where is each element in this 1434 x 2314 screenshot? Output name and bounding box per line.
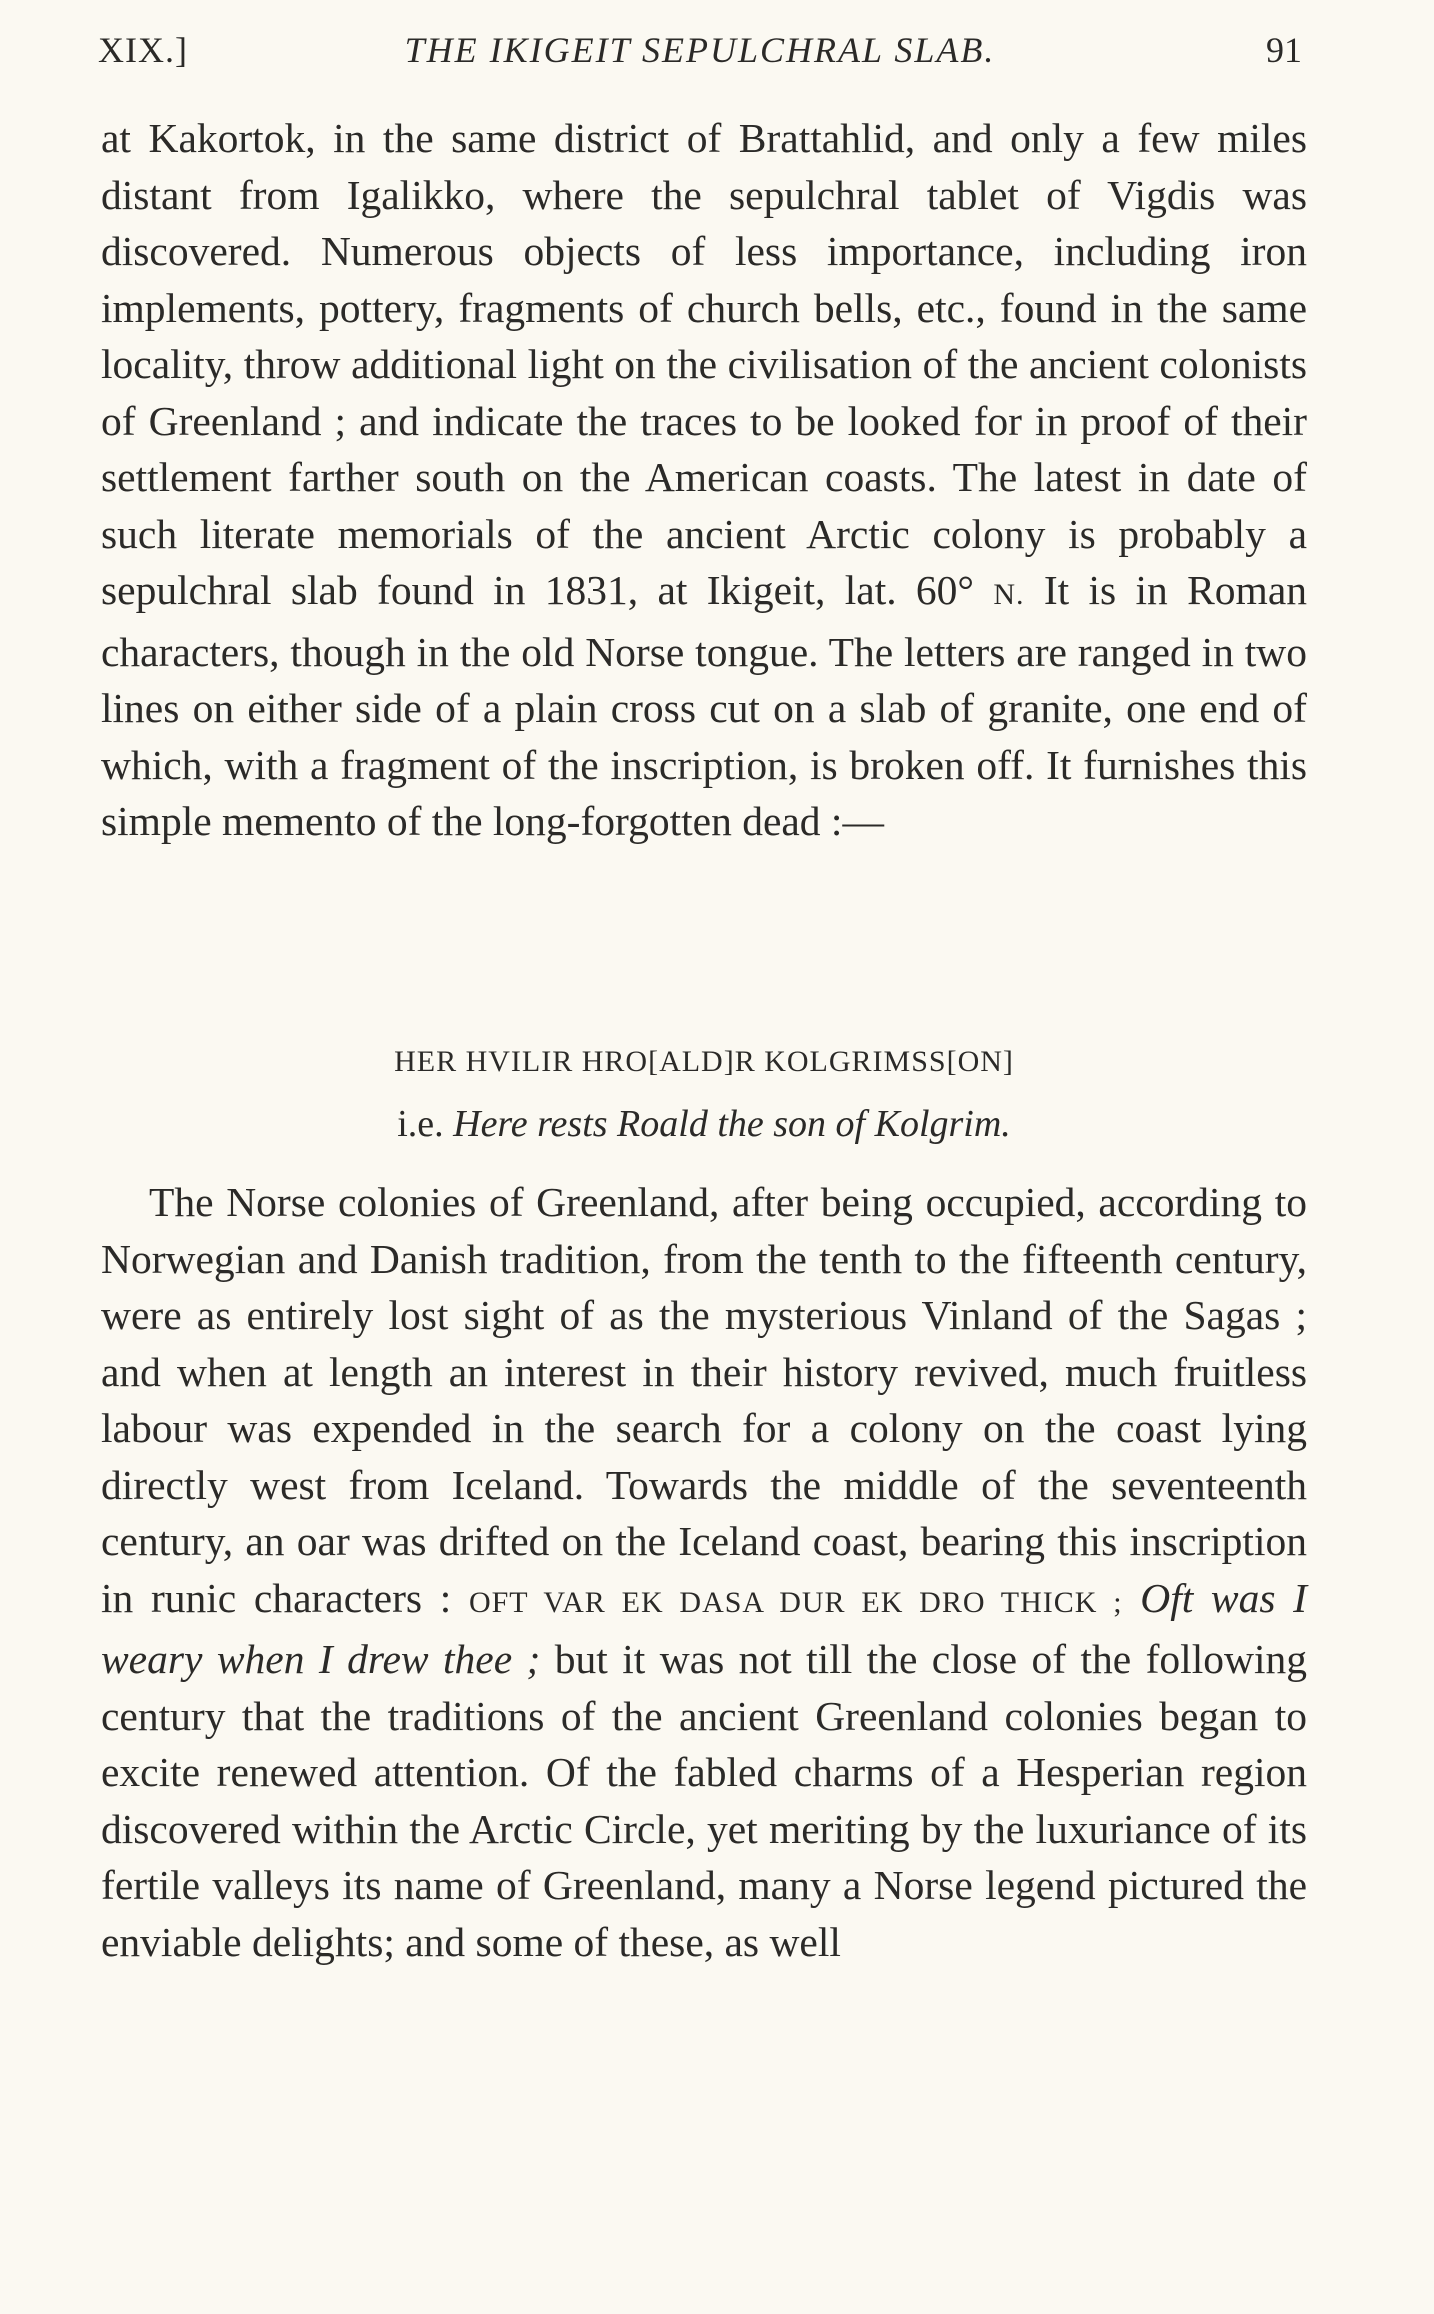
running-head bbox=[98, 22, 1302, 78]
oar-inscription-translation: Oft was I weary when I drew thee ; bbox=[101, 1574, 1307, 1682]
paragraph-2-text bbox=[101, 1174, 1307, 1970]
translation-text: Here rests Roald the son of Kolgrim. bbox=[453, 1103, 1011, 1145]
translation-prefix: i.e. bbox=[397, 1103, 454, 1145]
running-title: THE IKIGEIT SEPULCHRAL SLAB. bbox=[404, 30, 996, 70]
chapter-number: XIX.] bbox=[98, 30, 188, 70]
oar-inscription: OFT VAR EK DASA DUR EK DRO THICK ; bbox=[468, 1585, 1123, 1619]
inscription-translation bbox=[101, 1096, 1307, 1152]
slab-inscription: HER HVILIR HRO[ALD]R KOLGRIMSS[ON] bbox=[394, 1045, 1014, 1078]
paragraph-1-body: at Kakortok, in the same district of Brattahlid, and only a few miles distant from Igalikko, where the sepulchral tablet of Vigdis was discovered. Numerous objects of less importance, including iron implements, pottery, fragments of church bells, etc., found in the same locality, throw additional light on the civilisation of the ancient colonists of Greenland ; and indicate the traces to be looked for in proof of their settlement farther south on the American coasts. The latest in date of such literate memorials of the ancient Arctic colony is probably a sepulchral slab found in 1831, at Ikigeit, lat. 60° bbox=[101, 115, 1307, 613]
page-number: 91 bbox=[1266, 30, 1302, 70]
paragraph-1-text bbox=[101, 110, 1307, 850]
latitude-north-mark: N. bbox=[993, 578, 1025, 611]
paragraph-2-continuation: but it was not till the close of the following century that the traditions of the ancient Greenland colonies began to excite renewed attention. Of the fabled charms of a Hesperian region discovered within the Arctic Circle, yet meriting by the luxuriance of its fertile valleys its name of Greenland, many a Norse legend pictured the enviable delights; and some of these, as well bbox=[101, 1636, 1307, 1965]
paragraph-2 bbox=[101, 1174, 1307, 1970]
paragraph-2-body: The Norse colonies of Greenland, after being occupied, according to Norwegian and Danish tradition, from the tenth to the fifteenth century, were as entirely lost sight of as the mysterious Vinland of the Sagas ; and when at length an interest in their history revived, much fruitless labour was expended in the search for a colony on the coast lying directly west from Iceland. Towards the middle of the seventeenth century, an oar was drifted on the Iceland coast, bearing this inscription in runic characters : bbox=[101, 1179, 1307, 1621]
paragraph-1 bbox=[101, 110, 1307, 850]
paragraph-1-continuation: It is in Roman characters, though in the old Norse tongue. The letters are ranged in two lines on either side of a plain cross cut on a slab of granite, one end of which, with a fragment of the inscription, is broken off. It furnishes this simple memento of the long-forgotten dead :— bbox=[101, 567, 1308, 844]
